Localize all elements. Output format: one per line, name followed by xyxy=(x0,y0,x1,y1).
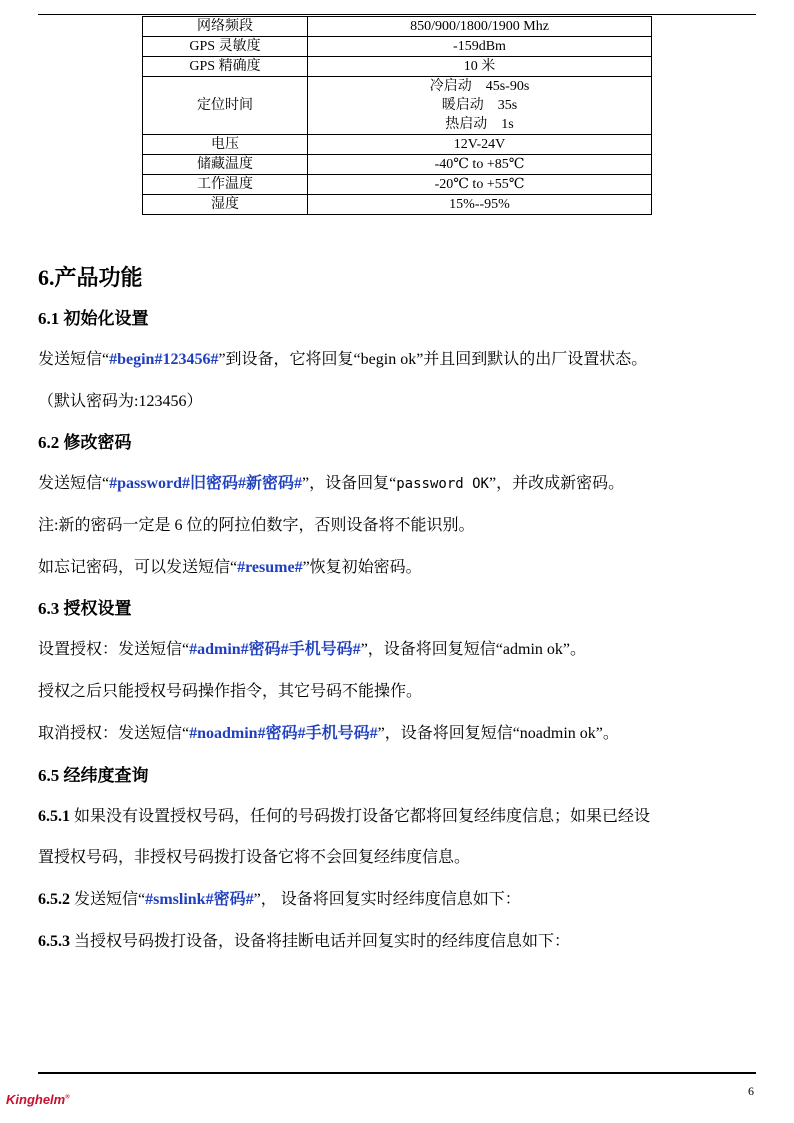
spec-label: 网络频段 xyxy=(143,17,308,37)
s63-line-3 xyxy=(38,713,758,755)
sms-command: #password#旧密码#新密码# xyxy=(109,475,303,493)
heading-6-3: 6.3 授权设置 xyxy=(38,599,132,619)
spec-value xyxy=(308,175,652,195)
spec-value xyxy=(308,17,652,37)
text: 发送短信“ xyxy=(70,890,146,908)
s62-line-1 xyxy=(38,463,758,505)
spec-value-line: 10 米 xyxy=(463,59,496,74)
section-title: 6.产品功能 xyxy=(38,265,143,290)
spec-value-line: 冷启动 45s-90s xyxy=(429,79,530,94)
spec-row xyxy=(143,195,652,215)
page-number: 6 xyxy=(748,1084,754,1098)
spec-row xyxy=(143,17,652,37)
spec-row xyxy=(143,135,652,155)
s65-para-2 xyxy=(38,879,758,921)
main-content xyxy=(38,258,758,962)
spec-label: 电压 xyxy=(143,135,308,155)
text: ”，设备回复“ xyxy=(302,475,397,493)
s65-para-1-line-1 xyxy=(38,796,758,838)
spec-value-line: 12V-24V xyxy=(453,137,506,152)
spec-value-line: -20℃ to +55℃ xyxy=(434,177,525,192)
spec-value-line: -159dBm xyxy=(453,39,506,54)
spec-table-body xyxy=(143,17,652,215)
spec-label: 工作温度 xyxy=(143,175,308,195)
spec-row xyxy=(143,155,652,175)
text: ”，并改成新密码。 xyxy=(488,475,625,493)
spec-row xyxy=(143,57,652,77)
registered-mark: ® xyxy=(65,1094,70,1101)
text: 当授权号码拨打设备，设备将挂断电话并回复实时的经纬度信息如下： xyxy=(70,932,571,950)
text: 发送短信“ xyxy=(38,475,110,493)
text: 取消授权：发送短信“ xyxy=(38,724,190,742)
sms-command: #resume# xyxy=(237,558,303,576)
spec-value xyxy=(308,57,652,77)
s62-line-3 xyxy=(38,547,758,589)
spec-label: 储藏温度 xyxy=(143,155,308,175)
spec-value xyxy=(308,37,652,57)
item-number: 6.5.2 xyxy=(38,890,70,908)
s62-line-2: 注:新的密码一定是 6 位的阿拉伯数字，否则设备将不能识别。 xyxy=(38,517,475,535)
sms-command: #begin#123456# xyxy=(109,351,219,368)
text: ”， 设备将回复实时经纬度信息如下： xyxy=(253,890,521,908)
spec-value-line: 热启动 1s xyxy=(445,117,514,132)
s65-para-1-line-2: 置授权号码，非授权号码拨打设备它将不会回复经纬度信息。 xyxy=(38,849,471,867)
spec-row xyxy=(143,175,652,195)
kinghelm-logo xyxy=(6,1092,70,1107)
sms-command: #noadmin#密码#手机号码# xyxy=(189,724,378,742)
spec-value xyxy=(308,77,652,135)
item-number: 6.5.1 xyxy=(38,807,70,825)
s61-line-1 xyxy=(38,339,758,381)
heading-6-1: 6.1 初始化设置 xyxy=(38,309,149,328)
spec-row xyxy=(143,77,652,135)
spec-table xyxy=(142,16,652,215)
header-rule xyxy=(38,14,756,15)
text: ”到设备，它将回复“begin ok”并且回到默认的出厂设置状态。 xyxy=(218,351,648,368)
text: ”，设备将回复短信“noadmin ok”。 xyxy=(377,724,619,742)
spec-label: 湿度 xyxy=(143,195,308,215)
text: 发送短信“ xyxy=(38,351,110,368)
heading-6-5: 6.5 经纬度查询 xyxy=(38,765,149,785)
spec-value-line: 850/900/1800/1900 Mhz xyxy=(410,19,549,34)
text: ”恢复初始密码。 xyxy=(302,558,422,576)
spec-value xyxy=(308,135,652,155)
logo-text: Kinghelm xyxy=(6,1092,66,1107)
sms-command: #admin#密码#手机号码# xyxy=(189,641,361,659)
spec-label: GPS 灵敏度 xyxy=(143,37,308,57)
text: 如忘记密码，可以发送短信“ xyxy=(38,558,238,576)
s61-line-2: （默认密码为:123456） xyxy=(38,392,203,410)
text: ”，设备将回复短信“admin ok”。 xyxy=(360,641,586,659)
spec-row xyxy=(143,37,652,57)
s63-line-1 xyxy=(38,629,758,671)
sms-command: #smslink#密码# xyxy=(145,890,254,908)
text: 如果没有设置授权号码，任何的号码拨打设备它都将回复经纬度信息；如果已经设 xyxy=(70,807,651,825)
reply-text: password OK xyxy=(396,476,489,493)
spec-label: 定位时间 xyxy=(143,77,308,135)
footer-rule xyxy=(38,1072,756,1074)
heading-6-2: 6.2 修改密码 xyxy=(38,433,132,453)
spec-value xyxy=(308,155,652,175)
s65-para-3 xyxy=(38,921,758,963)
spec-value-line: -40℃ to +85℃ xyxy=(434,157,525,172)
spec-value-line: 暖启动 35s xyxy=(441,98,518,113)
spec-label: GPS 精确度 xyxy=(143,57,308,77)
s63-line-2: 授权之后只能授权号码操作指令，其它号码不能操作。 xyxy=(38,683,423,701)
text: 设置授权：发送短信“ xyxy=(38,641,190,659)
spec-value-line: 15%--95% xyxy=(449,197,510,212)
spec-value xyxy=(308,195,652,215)
item-number: 6.5.3 xyxy=(38,932,70,950)
